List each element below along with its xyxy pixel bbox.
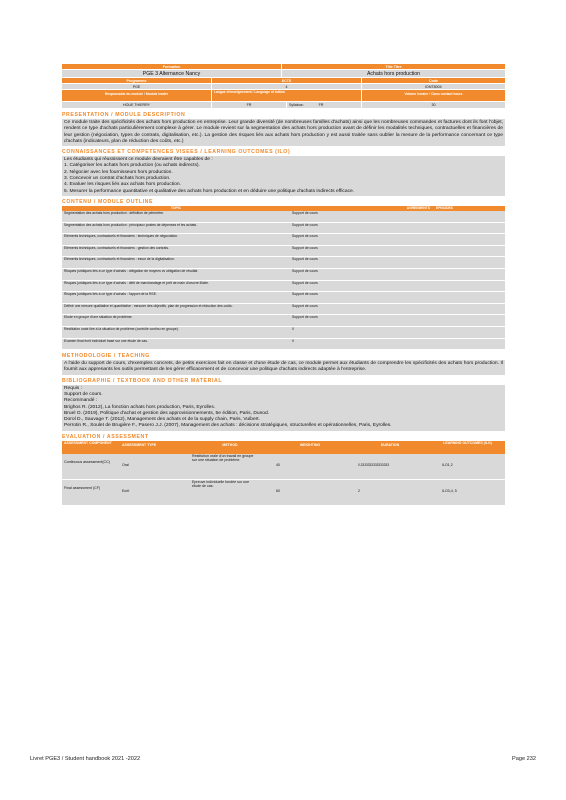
bibliography-line: Support de cours. — [64, 391, 103, 397]
row-topic: Eléments techniques, contractuels et financiers : techniques de négociation. — [64, 234, 179, 239]
outcomes-intro: Les étudiants qui réussissent ce module devraient être capables de : — [64, 157, 213, 163]
row-topic: Restitution orale liée à la situation de problème (contrôle continu en groupe). — [64, 326, 179, 331]
bibliography-block — [62, 385, 505, 431]
bibliography-title: BIBLIOGRAPHIE / TEXTBOOK AND OTHER MATERIAL — [62, 377, 223, 384]
table-row — [62, 234, 505, 246]
row-support: Support de cours — [292, 210, 318, 215]
volume-value: 30 — [362, 102, 505, 109]
row-topic: Eléments techniques, contractuels et financiers : gestion des contrats. — [64, 245, 169, 250]
eval-weighting: 40 — [276, 462, 280, 467]
table-row — [62, 292, 505, 304]
row-support: Support de cours — [292, 303, 318, 308]
outline-col-episodes: EPISODES — [436, 205, 453, 210]
outcomes-title: CONNAISSANCES ET COMPETENCES VISEES / LEARNING OUTCOMES (ILO) — [62, 149, 291, 156]
eval-col-weighting: WEIGHTING — [299, 442, 321, 447]
code-label: Code — [362, 78, 505, 84]
table-row — [62, 339, 505, 351]
outcome-item: 5. Mesurer la performance quantitative et qualitative des achats hors production et en déduire une politique d'achats indirects efficace. — [64, 188, 355, 194]
outcome-item: 3. Concevoir un contrat d'achats hors production. — [64, 176, 171, 182]
responsable-value: HOUE THIERRY — [62, 102, 212, 109]
footer-handbook-label: Livret PGE3 / Student handbook 2021 -2022 — [30, 756, 141, 762]
module-header-table — [62, 64, 505, 109]
eval-ilo: ILO1,2 — [442, 462, 453, 467]
row-support: Support de cours — [292, 222, 318, 227]
presentation-title: PRESENTATION / MODULE DESCRIPTION — [62, 112, 186, 118]
presentation-text: Ce module traite des spécificités des achats hors production en entreprise. Leur grande diversité (de nombreuses familles d'achats) ainsi que les nombreuses commandes et factures dont ils font l'objet, rendent ce type d'achats particulièrement complexe à gérer. Le module revient sur la segmentation des achats hors production avant de définir les modalités techniques, contractuelles et financières de leur gestion (négociation, types de contrats, digitalisation, etc.). La gestion des risques liés aux achats hors production y est aussi traitée sans oublier la mesure de la performance concernant ce type d'achats (indicateurs, plan de réduction des coûts, etc.) — [62, 119, 505, 146]
ects-label: ECTS — [212, 78, 362, 84]
eval-component: Final assessment (CF) — [64, 485, 101, 490]
bibliography-line: Bruel O. (2019), Politique d'achat et gestion des approvisionnements, 5e édition, Paris, Dunod. — [64, 410, 270, 416]
table-row — [62, 223, 505, 235]
eval-weighting: 60 — [276, 488, 280, 493]
eval-duration: 2 — [358, 488, 360, 493]
table-row — [62, 257, 505, 269]
eval-method: Restitution orale d'un travail en groupe sur une situation de problème. — [192, 453, 254, 463]
footer-page-number: Page 232 — [512, 756, 536, 762]
syllabus-value: FR — [318, 103, 324, 107]
volume-label: Volume horaire / Class contact hours — [362, 90, 505, 102]
evaluation-header-row — [62, 441, 505, 454]
table-row — [62, 315, 505, 327]
evaluation-title: EVALUATION / ASSESSMENT — [62, 433, 149, 440]
methodology-title: METHODOLOGIE / TEACHING — [62, 353, 150, 360]
table-row — [62, 304, 505, 316]
title-value: Achats hors production — [282, 70, 505, 78]
row-support: Support de cours — [292, 315, 318, 320]
eval-method: Epreuve individuelle fondée sur une étude de cas. — [192, 479, 250, 489]
langue-value: FR — [212, 102, 287, 109]
row-topic: Etude en groupe d'une situation de problème. — [64, 315, 133, 320]
handbook-page — [62, 64, 505, 506]
eval-col-component: ASSESSMENT COMPONENT — [64, 440, 112, 445]
outcomes-block — [62, 156, 505, 196]
outline-col-agreements: AGREEMENTS — [406, 205, 430, 210]
ects-value: 4 — [212, 84, 362, 90]
outline-table — [62, 206, 505, 350]
outline-col-topic: TOPIC — [170, 205, 181, 210]
eval-col-method: METHOD — [222, 442, 238, 447]
row-topic: Eléments techniques, contractuels et financiers : essor de la digitalisation. — [64, 257, 175, 262]
langue-label: Langue d'enseignement / Language of tuition — [212, 90, 362, 102]
bibliography-line: Brighos R. (2012), La fonction achats hors production, Paris, Eyrolles. — [64, 404, 216, 410]
title-label: Title Titre — [282, 64, 505, 70]
eval-col-type: ASSESSMENT TYPE — [122, 442, 157, 447]
row-topic: Risques juridiques liés à ce type d'achats : obligation de moyens vs obligation de résultat — [64, 268, 198, 273]
code-value: IDNT8004 — [362, 84, 505, 90]
page-footer — [30, 756, 536, 762]
row-topic: Définir une mesure qualitative et quantitative : mesurer des objectifs, plan de progression et réduction des coûts. — [64, 303, 233, 308]
row-support: 0 — [292, 338, 294, 343]
bibliography-line: Requis : — [64, 385, 82, 391]
table-row — [62, 211, 505, 223]
table-row — [62, 480, 505, 506]
table-row — [62, 246, 505, 258]
outcome-item: 4. Evaluer les risques liés aux achats hors production. — [64, 182, 181, 188]
row-topic: Risques juridiques liés à ce type d'achats : l'apport de la RSE. — [64, 292, 157, 297]
eval-type: Oral — [122, 462, 129, 467]
eval-col-duration: DURATION — [380, 442, 400, 447]
row-topic: Segmentation des achats hors production : principaux postes de dépenses et les achats. — [64, 222, 198, 227]
evaluation-table — [62, 441, 505, 506]
row-topic: Examen final écrit individuel basé sur une étude de cas. — [64, 338, 148, 343]
programme-value: PGE — [62, 84, 212, 90]
row-support: Support de cours — [292, 268, 318, 273]
eval-type: Ecrit — [122, 488, 130, 493]
outcome-item: 2. Négocier avec les fournisseurs hors production. — [64, 169, 173, 175]
row-support: Support de cours — [292, 292, 318, 297]
table-row — [62, 281, 505, 293]
row-support: Support de cours — [292, 280, 318, 285]
row-support: Support de cours — [292, 257, 318, 262]
outline-title: CONTENU / MODULE OUTLINE — [62, 198, 154, 205]
row-support: Support de cours — [292, 234, 318, 239]
responsable-label: Responsable du module / Module leader — [62, 90, 212, 102]
table-row — [62, 454, 505, 480]
eval-component: Continuous assessment(CC) — [64, 459, 110, 464]
bibliography-line: Recommandé : — [64, 398, 98, 404]
programme-label: Programme — [62, 78, 212, 84]
formation-label: Formation — [62, 64, 282, 70]
row-support: 0 — [292, 326, 294, 331]
syllabus-cell — [287, 102, 362, 109]
bibliography-line: Dorol D., Sauvage T. (2012), Management des achats et de la supply chain, Paris, Vuibert. — [64, 417, 261, 423]
row-topic: Risques juridiques liés à ce type d'achats : délit de marchandage et prêt de main d'oeuvre illicite. — [64, 280, 209, 285]
methodology-text: A l'aide du support de cours, d'exemples concrets, de petits exercices fait en classe et d'une étude de cas, ce module permet aux étudiants de comprendre les spécificités des achats hors production. Il fournit aux apprenants les outils permettant de les gérer efficacement et de concevoir une politique d'achats indirects adaptée à l'entreprise. — [62, 360, 505, 375]
table-row — [62, 327, 505, 339]
row-support: Support de cours — [292, 245, 318, 250]
syllabus-label: Syllabus: — [289, 103, 304, 107]
row-topic: Segmentation des achats hors production : définition de périmètre. — [64, 210, 164, 215]
bibliography-line: Perrotin R., Soulet de Brugière F., Pasero J.J. (2007), Management des achats : décisions stratégiques, structurelles et opérationnelles, Paris, Eyrolles. — [64, 423, 392, 429]
formation-value: PGE 3 Alternance Nancy — [62, 70, 282, 78]
eval-ilo: ILO3,4, 5 — [442, 488, 457, 493]
eval-duration: 0,3333333333333333 — [358, 462, 390, 467]
outcome-item: 1. Catégoriser les achats hors production (ou achats indirects). — [64, 163, 200, 169]
table-row — [62, 269, 505, 281]
eval-col-ilo: LEARNING OUTCOMES (ILO) — [443, 440, 492, 445]
